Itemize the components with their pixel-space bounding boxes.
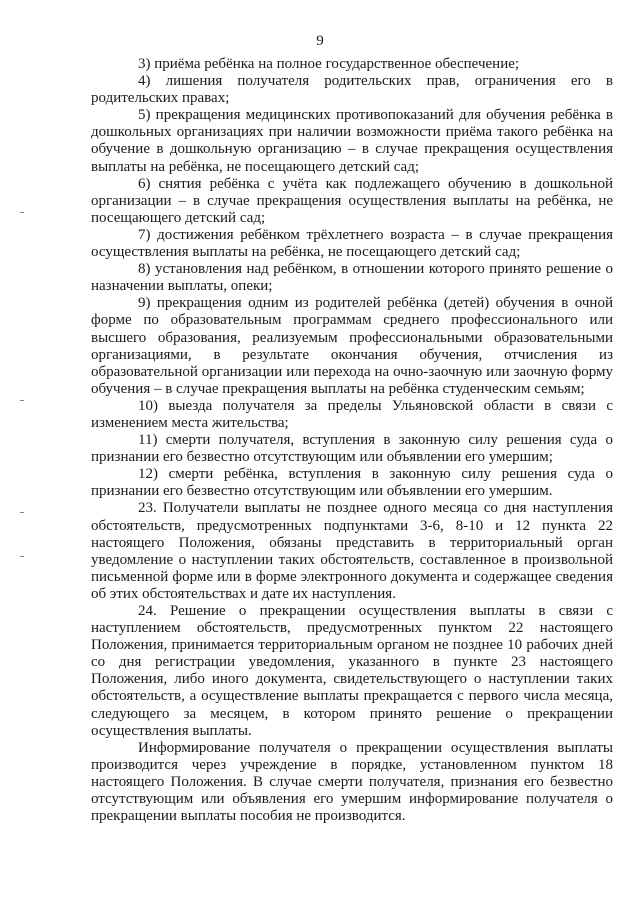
list-item-8: 8) установления над ребёнком, в отношении которого принято решение о назначении выплаты, опеки; <box>91 261 613 295</box>
list-item-7: 7) достижения ребёнком трёхлетнего возраста – в случае прекращения осуществления выплаты на ребёнка, не посещающего детский сад; <box>91 226 613 261</box>
list-item-3: 3) приёма ребёнка на полное государственное обеспечение; <box>138 56 520 72</box>
list-item-10: 10) выезда получателя за пределы Ульяновской области в связи с изменением места жительства; <box>91 397 613 431</box>
clause-24-informing: Информирование получателя о прекращении осуществления выплаты производится через учреждение в порядке, установленном пунктом 18 настоящего Положения. В случае смерти получателя, признания его безвестно отсутствующим или объявления его умершим информирование получателя о прекращении выплаты пособия не производится. <box>91 739 613 825</box>
scan-artifact <box>20 556 24 557</box>
scan-artifact <box>20 512 24 513</box>
document-body <box>91 56 613 825</box>
list-item-5: 5) прекращения медицинских противопоказаний для обучения ребёнка в дошкольных организациях при наличии возможности приёма такого ребёнка на обучение в дошкольную организацию – в случае прекращения осуществления выплаты на ребёнка, не посещающего детский сад; <box>91 107 613 175</box>
clause-24: 24. Решение о прекращении осуществления выплаты в связи с наступлением обстоятельств, предусмотренных пунктом 22 настоящего Положения, принимается территориальным органом не позднее 10 рабочих дней со дня регистрации уведомления, указанного в пункте 23 настоящего Положения, либо иного документа, свидетельствующего о наступлении таких обстоятельств, а осуществление выплаты прекращается с первого числа месяца, следующего за месяцем, в котором принято решение о прекращении осуществления выплаты. <box>91 603 613 739</box>
scan-artifact <box>20 212 24 213</box>
page-number: 9 <box>316 33 324 49</box>
clause-23: 23. Получатели выплаты не позднее одного месяца со дня наступления обстоятельств, предусмотренных подпунктами 3-6, 8-10 и 12 пункта 22 настоящего Положения, обязаны представить в территориальный орган уведомление о наступлении таких обстоятельств, составленное в произвольной письменной форме или в форме электронного документа и содержащее сведения об этих обстоятельствах и дате их наступления. <box>91 500 613 602</box>
list-item-9: 9) прекращения одним из родителей ребёнка (детей) обучения в очной форме по образовательным программам среднего профессионального или высшего образования, реализуемым профессиональными образовательными организациями, в результате окончания обучения, отчисления из образовательной организации или перехода на очно-заочную или заочную форму обучения – в случае прекращения выплаты на ребёнка студенческим семьям; <box>91 295 613 397</box>
list-item-12: 12) смерти ребёнка, вступления в законную силу решения суда о признании его безвестно отсутствующим или объявлении его умершим. <box>91 466 613 500</box>
scan-artifact <box>20 400 24 401</box>
list-item-4: 4) лишения получателя родительских прав, ограничения его в родительских правах; <box>91 73 613 107</box>
list-item-6: 6) снятия ребёнка с учёта как подлежащего обучению в дошкольной организации – в случае прекращения осуществления выплаты на ребёнка, не посещающего детский сад; <box>91 175 613 226</box>
list-item-11: 11) смерти получателя, вступления в законную силу решения суда о признании его безвестно отсутствующим или объявлении его умершим; <box>91 432 613 466</box>
